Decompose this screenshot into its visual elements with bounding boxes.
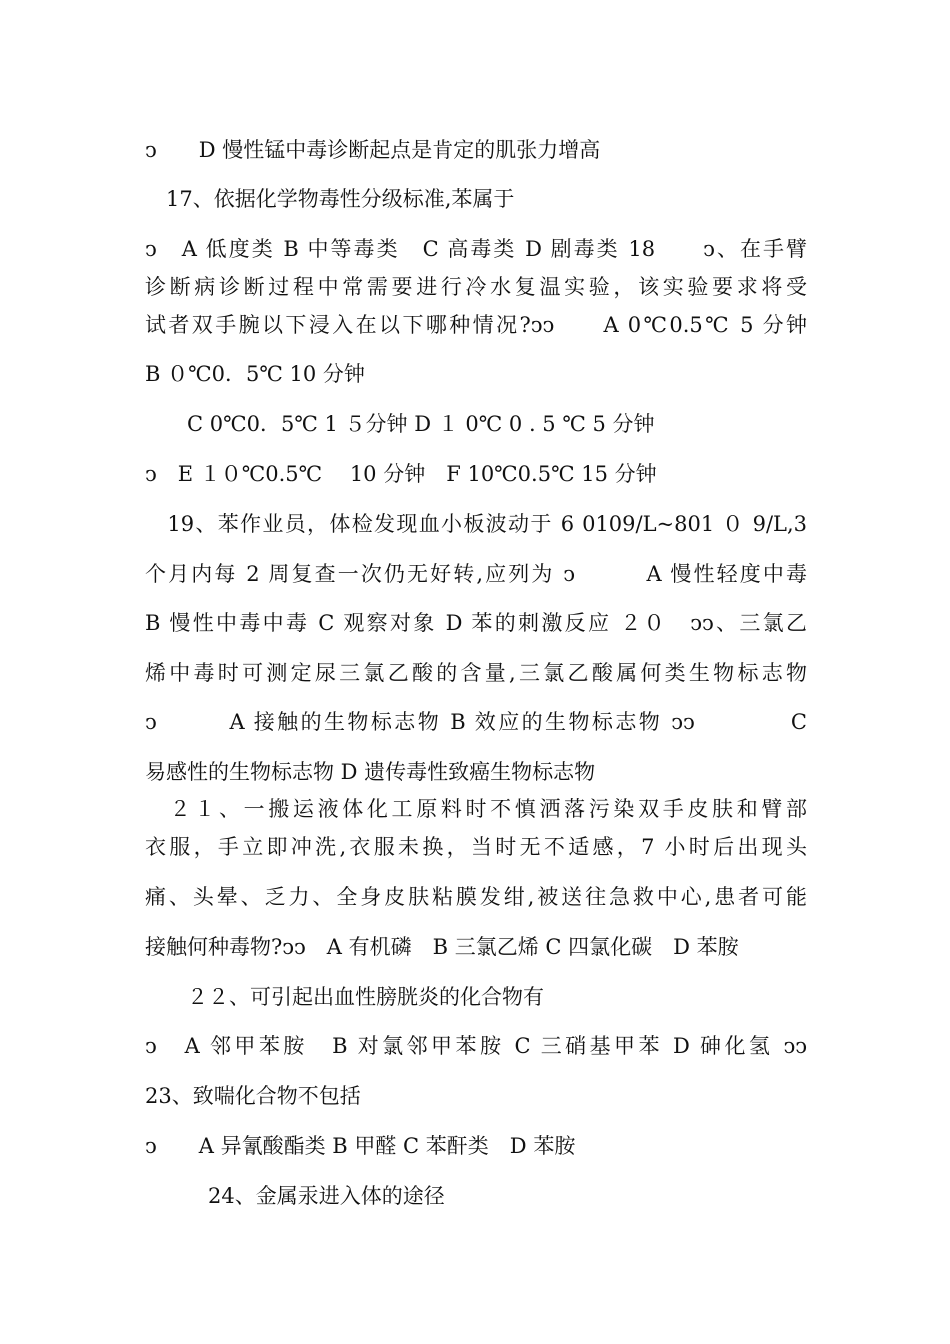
text-line: ↄ A 邻甲苯胺 B 对氯邻甲苯胺 C 三硝基甲苯 D 砷化氢 ↄↄ xyxy=(145,1034,807,1058)
text-line: 24、金属汞进入体的途径 xyxy=(145,1184,445,1208)
text-line: ↄ E １０℃0.5℃ 10 分钟 F 10℃0.5℃ 15 分钟 xyxy=(145,462,657,486)
text-line: ↄ A 接触的生物标志物 B 效应的生物标志物 ↄↄ C xyxy=(145,710,807,734)
text-line: 17、依据化学物毒性分级标准,苯属于 xyxy=(145,187,515,211)
text-line: ↄ A 异氰酸酯类 B 甲醛 C 苯酐类 D 苯胺 xyxy=(145,1134,576,1158)
text-line: ↄ A 低度类 B 中等毒类 C 高毒类 D 剧毒类 18 ↄ、在手臂 xyxy=(145,237,807,261)
text-line: 痛、头晕、乏力、全身皮肤粘膜发绀,被送往急救中心,患者可能 xyxy=(145,885,807,909)
text-line: 衣服，手立即冲洗,衣服未换，当时无不适感，7 小时后出现头 xyxy=(145,835,807,859)
text-line: 试者双手腕以下浸入在以下哪种情况?ↄↄ A 0℃0.5℃ 5 分钟 xyxy=(145,313,807,337)
text-line: 烯中毒时可测定尿三氯乙酸的含量,三氯乙酸属何类生物标志物 xyxy=(145,661,807,685)
text-line: 19、苯作业员，体检发现血小板波动于 6 0109/L~801 ０ 9/L,3 xyxy=(145,512,807,536)
text-line: ２１、一搬运液体化工原料时不慎洒落污染双手皮肤和臂部 xyxy=(145,797,807,821)
text-line: ↄ D 慢性锰中毒诊断起点是肯定的肌张力增高 xyxy=(145,138,601,162)
text-line: ２２、可引起出血性膀胱炎的化合物有 xyxy=(145,985,544,1009)
text-line: 接触何种毒物?ↄↄ A 有机磷 B 三氯乙烯 C 四氯化碳 D 苯胺 xyxy=(145,935,739,959)
text-line: 诊断病诊断过程中常需要进行冷水复温实验，该实验要求将受 xyxy=(145,275,807,299)
text-line: 个月内每 2 周复查一次仍无好转,应列为 ↄ A 慢性轻度中毒 xyxy=(145,562,807,586)
text-line: B ０℃0．5℃ 10 分钟 xyxy=(145,362,365,386)
text-line: B 慢性中毒中毒 C 观察对象 D 苯的刺激反应 ２０ ↄↄ、三氯乙 xyxy=(145,611,807,635)
text-line: 23、致喘化合物不包括 xyxy=(145,1084,361,1108)
text-line: 易感性的生物标志物 D 遗传毒性致癌生物标志物 xyxy=(145,760,596,784)
text-line: C 0℃0．5℃ 1 ５分钟 D １ 0℃ 0 . 5 ℃ 5 分钟 xyxy=(145,412,655,436)
